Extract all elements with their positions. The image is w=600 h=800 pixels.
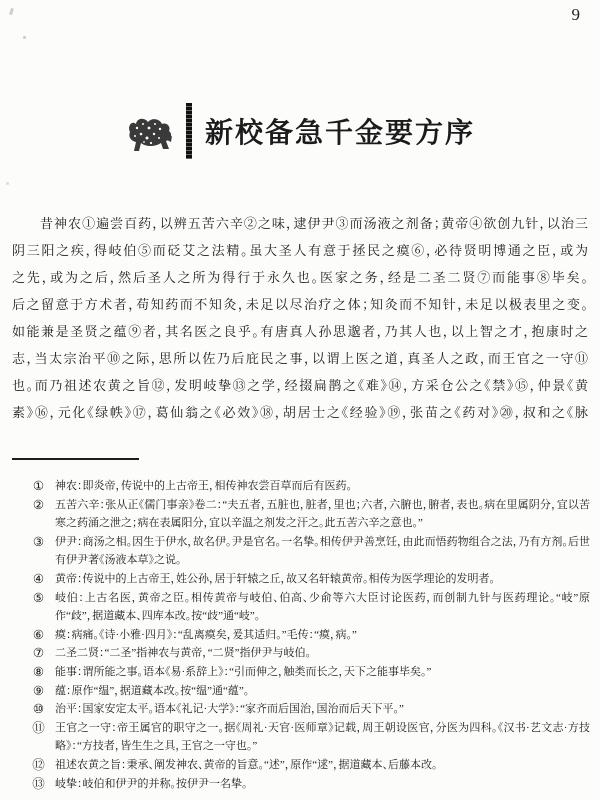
footnote-text: 伊尹：商汤之相。因生于伊水，故名伊。尹是官名。一名挚。相传伊尹善烹饪，由此而悟药物组合之法，乃有方剂。后世有伊尹著《汤液本草》之说。 — [55, 535, 590, 567]
footnote-marker: ③ — [32, 534, 45, 549]
body-line: 如能兼是圣贤之蕴⑨者，其名医之良乎。有唐真人孙思邈者，乃其人也，以上智之才，抱康时之 — [12, 324, 588, 339]
footnote-item — [30, 756, 590, 775]
mythical-beast-stamp-icon — [125, 115, 173, 155]
footnote-list — [30, 477, 590, 793]
footnote-text: 神农：即炎帝，传说中的上古帝王，相传神农尝百草而后有医药。 — [55, 480, 352, 492]
footnote-text: 治平：国家安定太平。语本《礼记·大学》：“家齐而后国治，国治而后天下平。” — [55, 703, 404, 716]
footnote-marker: ⑪ — [32, 720, 45, 735]
body-line: 也。而乃祖述农黄之旨⑫，发明岐挚⑬之学，经掇扁鹊之《难》⑭，方采仓公之《禁》⑮，仲景《黄 — [12, 378, 588, 393]
footnote-item — [30, 719, 590, 756]
inscribed-vertical-bar-icon — [186, 103, 192, 159]
footnote-rule — [12, 458, 139, 460]
footnote-item — [30, 700, 590, 719]
footnote-item — [30, 682, 590, 701]
footnote-text: 岐挚：岐伯和伊尹的并称。按伊尹一名挚。 — [55, 777, 248, 790]
body-line: 昔神农①遍尝百药，以辨五苦六辛②之味，逮伊尹③而汤液之剂备；黄帝④欲创九针，以治三 — [40, 216, 588, 231]
footnote-marker: ⑧ — [32, 664, 45, 679]
footnote-marker: ④ — [32, 571, 45, 586]
preface-body — [12, 210, 588, 426]
footnote-marker: ⑫ — [32, 757, 45, 772]
body-line: 之先，或为之后，然后圣人之所为得行于永久也。医家之务，经是二圣二贤⑦而能事⑧毕矣。 — [12, 270, 588, 285]
footnote-item — [30, 589, 590, 626]
footnote-marker: ⑦ — [32, 646, 45, 661]
footnote-text: 祖述农黄之旨：秉承、阐发神农、黄帝的旨意。“述”，原作“逑”，据道藏本、后藤本改。 — [55, 758, 438, 771]
footnote-item — [30, 570, 590, 589]
scan-artifact — [6, 182, 9, 185]
footnote-marker: ⑬ — [32, 776, 45, 791]
footnote-item — [30, 626, 590, 645]
title-block — [0, 100, 600, 162]
footnote-text: 王官之一守：帝王属官的职守之一。据《周礼·天官·医师章》记载，周王朝设医官，分医为四科。《汉书·艺文志·方技略》：“方技者，皆生生之具，王官之一守也。” — [55, 721, 590, 753]
body-line: 阴三阳之疾，得岐伯⑤而砭艾之法精。虽大圣人有意于拯民之瘼⑥，必待贤明博通之臣，或为 — [12, 243, 588, 258]
body-line: 素》⑯，元化《绿帙》⑰，葛仙翁之《必效》⑱，胡居士之《经验》⑲，张苗之《药对》⑳，叔和之《脉 — [12, 405, 588, 420]
footnote-marker: ⑤ — [32, 590, 45, 605]
footnote-marker: ⑨ — [32, 683, 45, 698]
footnote-marker: ① — [32, 479, 45, 493]
footnote-text: 能事：谓所能之事。语本《易·系辞上》：“引而伸之，触类而长之，天下之能事毕矣。” — [55, 665, 432, 678]
page-title: 新校备急千金要方序 — [204, 117, 475, 148]
footnote-marker: ② — [32, 497, 45, 512]
footnote-item — [30, 533, 590, 570]
scan-artifact — [9, 8, 14, 16]
footnote-text: 岐伯：上古名医，黄帝之臣。相传黄帝与岐伯、伯高、少俞等六大臣讨论医药，而创制九针与医药理论。“岐”原作“歧”，据道藏本、四库本改。按“歧”通“岐”。 — [55, 591, 590, 623]
footnote-text: 五苦六辛：张从正《儒门事亲》卷二：“夫五者，五脏也，脏者，里也；六者，六腑也，腑者，表也。病在里属阴分，宜以苦寒之药涌之泄之；病在表属阳分，宜以辛温之剂发之汗之。此五苦六辛之意也。” — [55, 498, 590, 530]
footnote-item — [30, 496, 590, 533]
footnote-item — [30, 477, 590, 496]
footnote-text: 二圣二贤：“二圣”指神农与黄帝，“二贤”指伊尹与岐伯。 — [55, 647, 312, 660]
footnote-text: 蕴：原作“缊”，据道藏本改。按“缊”通“蕴”。 — [55, 684, 250, 697]
body-line: 后之留意于方术者，苟知药而不知灸，未足以尽治疗之体；知灸而不知针，未足以极表里之变。 — [12, 297, 588, 312]
scan-artifact — [23, 36, 26, 39]
footnote-text: 黄帝：传说中的上古帝王，姓公孙，居于轩辕之丘，故又名轩辕黄帝。相传为医学理论的发明者。 — [55, 572, 495, 585]
page-number: 9 — [571, 5, 580, 24]
footnote-text: 瘼：病痛。《诗·小雅·四月》：“乱离瘼矣，爰其适归。”毛传：“瘼，病。” — [55, 628, 357, 641]
footnote-marker: ⑥ — [32, 627, 45, 642]
footnote-item — [30, 775, 590, 794]
body-line: 志，当太宗治平⑩之际，思所以佐乃后庇民之事，以谓上医之道，真圣人之政，而王官之一守⑪ — [12, 351, 588, 366]
footnote-marker: ⑩ — [32, 702, 45, 717]
footnote-item — [30, 663, 590, 682]
footnote-item — [30, 644, 590, 663]
